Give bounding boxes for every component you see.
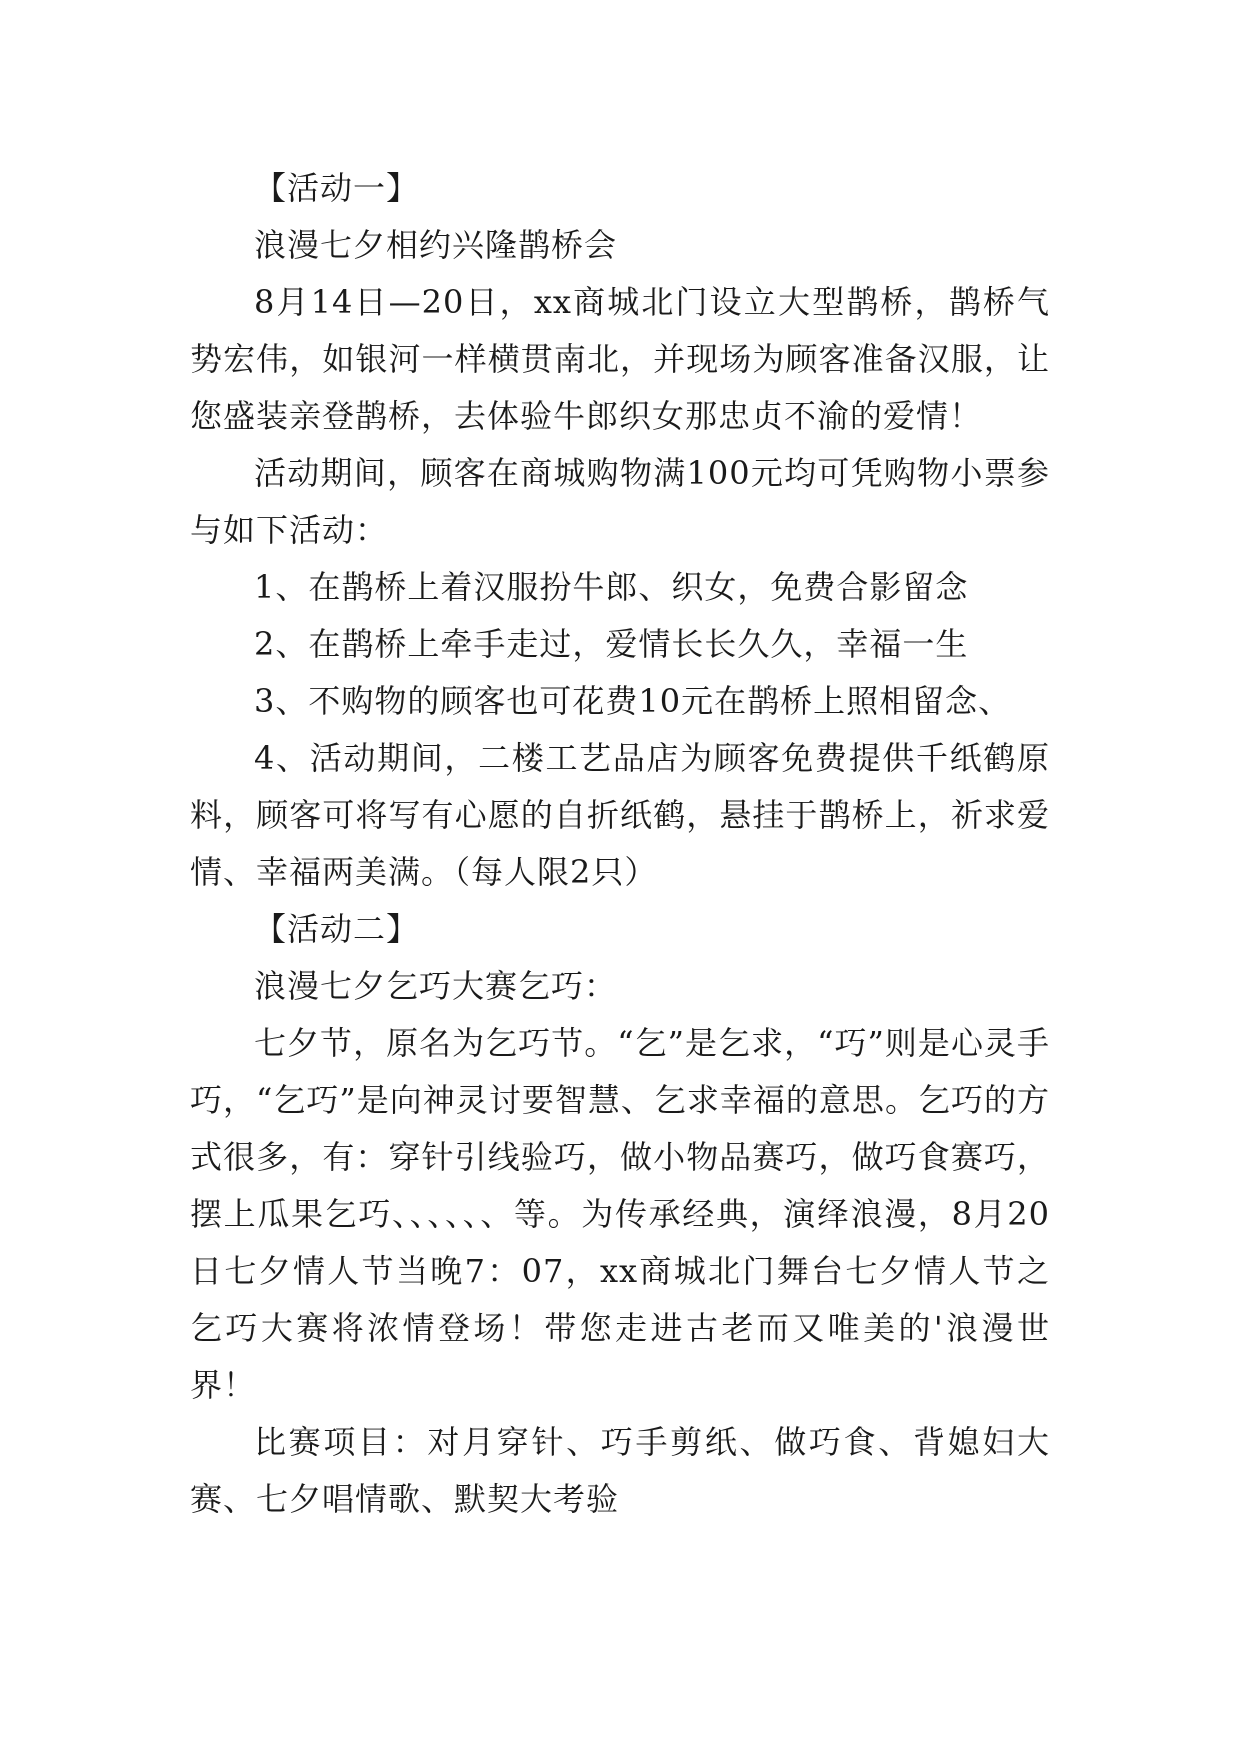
activity-1-item-1: 1、在鹊桥上着汉服扮牛郎、织女，免费合影留念	[254, 568, 969, 606]
activity-1-description: 8月14日—20日，xx商城北门设立大型鹊桥，鹊桥气势宏伟，如银河一样横贯南北，并现场为顾客准备汉服，让您盛装亲登鹊桥，去体验牛郎织女那忠贞不渝的爱情！	[190, 283, 1050, 435]
section-heading-activity-1: 【活动一】	[254, 169, 420, 207]
activity-2-competition-items: 比赛项目：对月穿针、巧手剪纸、做巧食、背媳妇大赛、七夕唱情歌、默契大考验	[190, 1423, 1050, 1518]
activity-1-item-3: 3、不购物的顾客也可花费10元在鹊桥上照相留念、	[254, 682, 1012, 720]
activity-2-title: 浪漫七夕乞巧大赛乞巧：	[254, 967, 618, 1005]
section-heading-activity-2: 【活动二】	[254, 910, 420, 948]
activity-1-item-2: 2、在鹊桥上牵手走过，爱情长长久久，幸福一生	[254, 625, 969, 663]
activity-1-conditions: 活动期间，顾客在商城购物满100元均可凭购物小票参与如下活动：	[190, 454, 1050, 549]
activity-1-item-4: 4、活动期间，二楼工艺品店为顾客免费提供千纸鹤原料，顾客可将写有心愿的自折纸鹤，悬挂于鹊桥上，祈求爱情、幸福两美满。（每人限2只）	[190, 739, 1050, 891]
document-body	[190, 160, 1050, 1528]
activity-1-title: 浪漫七夕相约兴隆鹊桥会	[254, 226, 618, 264]
activity-2-description: 七夕节，原名为乞巧节。“乞”是乞求，“巧”则是心灵手巧，“乞巧”是向神灵讨要智慧、乞求幸福的意思。乞巧的方式很多，有：穿针引线验巧，做小物品赛巧，做巧食赛巧，摆上瓜果乞巧、、、、、、等。为传承经典，演绎浪漫，8月20日七夕情人节当晚7：07，xx商城北门舞台七夕情人节之乞巧大赛将浓情登场！带您走进古老而又唯美的'浪漫世界！	[190, 1024, 1050, 1404]
